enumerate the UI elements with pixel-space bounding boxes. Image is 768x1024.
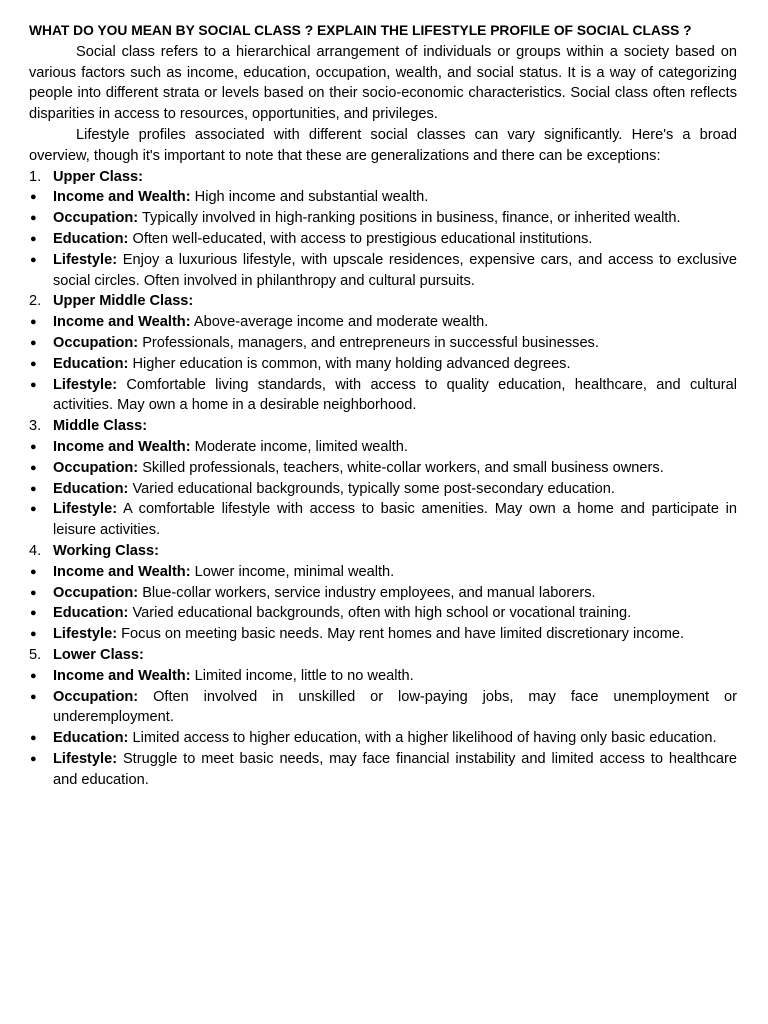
section-title: Upper Class: <box>53 168 144 185</box>
list-item <box>29 666 737 687</box>
bullet-icon: ● <box>30 607 37 620</box>
list-item-body <box>53 666 737 687</box>
list-item <box>29 499 737 541</box>
list-item-label: Income and Wealth: <box>53 314 191 331</box>
bullet-icon: ● <box>30 461 37 474</box>
intro-paragraph-lifestyle: Lifestyle profiles associated with different social classes can vary significantly. Here's a broad overview, though it's important to note that these are generalizations and there can be exceptions: <box>29 126 737 164</box>
list-item-body <box>53 562 737 583</box>
list-item-label: Occupation: <box>53 459 139 476</box>
list-item-body <box>53 437 737 458</box>
list-item-text: Varied educational backgrounds, typically some post-secondary education. <box>132 480 615 497</box>
list-item <box>29 375 737 417</box>
list-item-label: Occupation: <box>53 584 139 601</box>
list-item-text: Skilled professionals, teachers, white-collar workers, and small business owners. <box>142 459 664 476</box>
document-title: WHAT DO YOU MEAN BY SOCIAL CLASS ? EXPLAIN THE LIFESTYLE PROFILE OF SOCIAL CLASS ? <box>29 23 692 38</box>
list-item-body <box>53 375 737 417</box>
list-item <box>29 479 737 500</box>
list-item <box>29 250 737 292</box>
list-item-text: Higher education is common, with many holding advanced degrees. <box>132 355 571 372</box>
section-title: Upper Middle Class: <box>53 293 194 310</box>
list-item-text: Often involved in unskilled or low-paying jobs, may face unemployment or underemployment. <box>53 688 737 726</box>
class-sections <box>29 167 737 791</box>
list-item-body <box>53 187 737 208</box>
list-item-body <box>53 603 737 624</box>
list-item-label: Education: <box>53 605 129 622</box>
list-item <box>29 312 737 333</box>
list-item-text: A comfortable lifestyle with access to basic amenities. May own a home and participate in leisure activities. <box>53 501 738 539</box>
list-item-label: Occupation: <box>53 334 139 351</box>
list-item-text: Blue-collar workers, service industry employees, and manual laborers. <box>142 584 596 601</box>
list-item-text: Focus on meeting basic needs. May rent homes and have limited discretionary income. <box>121 626 685 643</box>
list-item-text: Limited income, little to no wealth. <box>194 667 414 684</box>
list-item-label: Income and Wealth: <box>53 667 191 684</box>
list-item <box>29 603 737 624</box>
list-item-text: Professionals, managers, and entrepreneurs in successful businesses. <box>142 334 599 351</box>
list-item-body <box>53 229 737 250</box>
bullet-icon: ● <box>30 752 37 765</box>
section-heading <box>29 291 737 312</box>
list-item-body <box>53 479 737 500</box>
list-item-body <box>53 312 737 333</box>
bullet-icon: ● <box>30 232 37 245</box>
section-heading <box>29 541 737 562</box>
list-item-body <box>53 728 737 749</box>
list-item <box>29 562 737 583</box>
list-item-text: Lower income, minimal wealth. <box>194 563 395 580</box>
list-item <box>29 583 737 604</box>
list-item-body <box>53 208 737 229</box>
section-title: Lower Class: <box>53 646 144 663</box>
list-item-label: Occupation: <box>53 210 139 227</box>
bullet-icon: ● <box>30 586 37 599</box>
list-item <box>29 354 737 375</box>
list-item-text: Often well-educated, with access to prestigious educational institutions. <box>132 230 593 247</box>
bullet-icon: ● <box>30 212 37 225</box>
list-item-text: Varied educational backgrounds, often with high school or vocational training. <box>132 605 632 622</box>
list-item-label: Education: <box>53 230 129 247</box>
list-item-text: Above-average income and moderate wealth. <box>193 314 489 331</box>
list-item-text: Comfortable living standards, with access to quality education, healthcare, and cultural activities. May own a home in a desirable neighborhood. <box>53 376 737 414</box>
section-number: 5. <box>29 646 42 663</box>
list-item-label: Lifestyle: <box>53 251 118 268</box>
bullet-icon: ● <box>30 357 37 370</box>
list-item-body <box>53 687 737 729</box>
list-item-text: High income and substantial wealth. <box>194 189 429 206</box>
list-item-body <box>53 354 737 375</box>
bullet-icon: ● <box>30 669 37 682</box>
bullet-icon: ● <box>30 503 37 516</box>
list-item-text: Typically involved in high-ranking positions in business, finance, or inherited wealth. <box>141 210 681 227</box>
list-item-label: Income and Wealth: <box>53 563 191 580</box>
bullet-icon: ● <box>30 732 37 745</box>
section-title: Middle Class: <box>53 418 148 435</box>
list-item-label: Lifestyle: <box>53 750 118 767</box>
list-item-label: Income and Wealth: <box>53 438 191 455</box>
list-item <box>29 624 737 645</box>
bullet-icon: ● <box>30 628 37 641</box>
list-item <box>29 229 737 250</box>
list-item-text: Limited access to higher education, with a higher likelihood of having only basic education. <box>132 730 717 747</box>
list-item-text: Struggle to meet basic needs, may face financial instability and limited access to healthcare and education. <box>53 750 737 788</box>
section-heading <box>29 645 737 666</box>
bullet-icon: ● <box>30 191 37 204</box>
list-item-label: Education: <box>53 480 129 497</box>
list-item-label: Education: <box>53 355 129 372</box>
list-item-body <box>53 333 737 354</box>
list-item <box>29 208 737 229</box>
bullet-icon: ● <box>30 482 37 495</box>
list-item <box>29 728 737 749</box>
section-heading <box>29 167 737 188</box>
list-item-label: Occupation: <box>53 688 139 705</box>
list-item-body <box>53 583 737 604</box>
list-item-body <box>53 250 737 292</box>
section-number: 1. <box>29 168 42 185</box>
list-item <box>29 187 737 208</box>
list-item-body <box>53 624 737 645</box>
section-number: 3. <box>29 418 42 435</box>
list-item-label: Lifestyle: <box>53 376 118 393</box>
section-title: Working Class: <box>53 542 159 559</box>
list-item <box>29 687 737 729</box>
list-item-body <box>53 458 737 479</box>
list-item <box>29 458 737 479</box>
bullet-icon: ● <box>30 253 37 266</box>
intro-paragraph-definition: Social class refers to a hierarchical arrangement of individuals or groups within a society based on various factors such as income, education, occupation, wealth, and social status. It is a way of categorizing people into different strata or levels based on their socio-economic characteristics. Social class often reflects disparities in access to resources, opportunities, and privileges. <box>29 43 737 123</box>
section-number: 2. <box>29 293 42 310</box>
list-item-label: Education: <box>53 730 129 747</box>
bullet-icon: ● <box>30 690 37 703</box>
list-item-text: Moderate income, limited wealth. <box>194 438 408 455</box>
bullet-icon: ● <box>30 378 37 391</box>
bullet-icon: ● <box>30 440 37 453</box>
list-item <box>29 437 737 458</box>
list-item-text: Enjoy a luxurious lifestyle, with upscale residences, expensive cars, and access to exclusive social circles. Often involved in philanthropy and cultural pursuits. <box>53 251 737 289</box>
bullet-icon: ● <box>30 336 37 349</box>
list-item <box>29 749 737 791</box>
list-item-body <box>53 499 737 541</box>
bullet-icon: ● <box>30 565 37 578</box>
section-number: 4. <box>29 542 42 559</box>
list-item-label: Lifestyle: <box>53 501 118 518</box>
bullet-icon: ● <box>30 316 37 329</box>
section-heading <box>29 416 737 437</box>
list-item-label: Lifestyle: <box>53 626 118 643</box>
list-item-label: Income and Wealth: <box>53 189 191 206</box>
list-item <box>29 333 737 354</box>
list-item-body <box>53 749 737 791</box>
